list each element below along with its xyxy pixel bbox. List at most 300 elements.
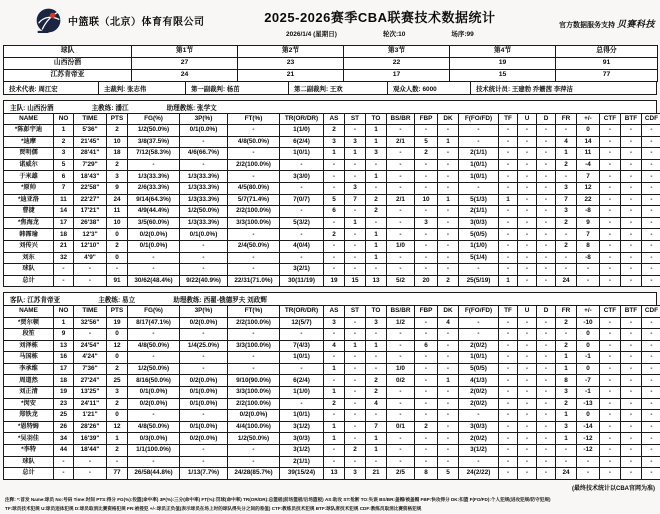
stat-cell: - [366, 264, 387, 276]
stat-cell: 9 [107, 183, 128, 195]
stat-cell: 0/1 [387, 421, 415, 433]
stat-cell: 1/0 [387, 363, 415, 375]
stat-cell: - [345, 229, 366, 241]
stat-cell: - [387, 329, 415, 341]
stat-cell: 1(0/1) [459, 171, 499, 183]
stat-cell: - [499, 363, 518, 375]
stat-cell: 3 [556, 206, 577, 218]
stat-cell: 91 [556, 58, 658, 70]
stat-cell: 郑铁龙 [4, 410, 54, 422]
stat-cell: - [600, 194, 621, 206]
stat-cell: - [600, 264, 621, 276]
column-header: AS [324, 113, 345, 125]
stat-cell: 1 [366, 445, 387, 457]
stat-cell: - [621, 375, 642, 387]
stat-cell: - [459, 125, 499, 137]
stat-cell: 25 [54, 410, 74, 422]
stat-cell: 7 [366, 421, 387, 433]
stat-cell: - [345, 125, 366, 137]
stat-cell: 14 [54, 206, 74, 218]
stat-cell: - [537, 241, 556, 253]
stat-cell: - [621, 410, 642, 422]
column-header: BTF [621, 113, 642, 125]
stat-cell: - [280, 329, 324, 341]
legend-line-1: 注释: *:首发 Name:球员 No:号码 Time:时间 PTS:得分 FG(%):投篮(命中率) 3P(%):三分(命中率) FT(%):罚球(命中率) TR(OR/DR):总篮板(前场篮板/后场篮板) AS:助攻 ST:抢断 TO:失误 BS/BR:盖帽/被盖帽 FBP:快攻得分 DK:扣篮 F(FO/FD):个人犯规(进攻犯规/防守犯规) [5, 496, 631, 505]
stat-cell: 2 [107, 159, 128, 171]
stat-cell: 2 [556, 398, 577, 410]
table-row [4, 58, 658, 70]
stat-cell: - [621, 329, 642, 341]
stat-cell: - [600, 445, 621, 457]
stat-cell: - [621, 229, 642, 241]
column-header: 第2节 [238, 46, 344, 58]
stat-cell: 3/3(100.0%) [228, 340, 280, 352]
stat-cell: - [324, 252, 345, 264]
match-game-no: 场序:99 [451, 29, 473, 38]
stat-cell: - [537, 125, 556, 137]
stat-cell: 2 [556, 241, 577, 253]
stat-cell: - [324, 159, 345, 171]
stat-cell: - [499, 229, 518, 241]
stat-cell: 21 [238, 70, 344, 82]
stat-cell: 8 [415, 468, 438, 480]
stat-cell: 2 [324, 125, 345, 137]
stat-cell: - [621, 363, 642, 375]
stat-cell: - [621, 194, 642, 206]
stat-cell: 1(0/1) [280, 148, 324, 160]
stat-cell: 0 [577, 363, 600, 375]
stat-cell: - [324, 329, 345, 341]
stat-cell: - [459, 329, 499, 341]
stat-cell: - [621, 456, 642, 468]
column-header: D [537, 305, 556, 317]
table-row [4, 329, 660, 341]
stat-cell: 1/2(50.0%) [228, 433, 280, 445]
stat-cell: - [600, 171, 621, 183]
stat-cell: - [600, 421, 621, 433]
stat-cell: - [128, 410, 180, 422]
column-header: AS [324, 305, 345, 317]
stat-cell: - [366, 456, 387, 468]
stat-cell: - [128, 252, 180, 264]
stat-cell: - [642, 252, 660, 264]
stat-cell: - [556, 264, 577, 276]
stat-cell: 3/3(100.0%) [228, 387, 280, 399]
stat-cell: - [280, 398, 324, 410]
stat-cell: - [107, 456, 128, 468]
stat-cell: 24 [107, 194, 128, 206]
stat-cell: - [387, 206, 415, 218]
stat-cell: - [499, 445, 518, 457]
stat-cell: 24/28(85.7%) [228, 468, 280, 480]
stat-cell: 1 [107, 433, 128, 445]
stat-cell: 16'39" [74, 433, 107, 445]
stat-cell: - [621, 136, 642, 148]
stat-cell: 3(0/3) [459, 217, 499, 229]
stat-cell: 1 [54, 125, 74, 137]
stat-cell: *焦海龙 [4, 217, 54, 229]
stat-cell: - [415, 363, 438, 375]
stat-cell: 20 [415, 275, 438, 287]
stat-cell: 0/1(0.0%) [180, 229, 228, 241]
stat-cell: - [438, 329, 459, 341]
stat-cell: 1 [345, 340, 366, 352]
stat-cell: - [387, 433, 415, 445]
stat-cell: - [600, 317, 621, 329]
stat-cell: - [518, 456, 537, 468]
stat-cell: - [74, 264, 107, 276]
column-header: FBP [415, 305, 438, 317]
stat-cell: 周道然 [4, 375, 54, 387]
stat-cell: 3 [556, 387, 577, 399]
stat-cell: 13 [54, 340, 74, 352]
stat-cell: - [345, 410, 366, 422]
stat-cell: - [324, 375, 345, 387]
match-date: 2026/1/4 (星期日) [286, 29, 337, 38]
stat-cell: 6(2/4) [280, 136, 324, 148]
stat-cell: - [415, 329, 438, 341]
stat-cell: *李特 [4, 445, 54, 457]
stat-cell: - [537, 148, 556, 160]
stat-cell: 总计 [4, 275, 54, 287]
stat-cell: 2/2(100.0%) [228, 398, 280, 410]
stat-cell: 10 [107, 136, 128, 148]
stat-cell: - [621, 275, 642, 287]
table-row [4, 456, 660, 468]
stat-cell: - [499, 421, 518, 433]
stat-cell: 14 [577, 136, 600, 148]
stat-cell: - [345, 375, 366, 387]
stat-cell: 2 [54, 136, 74, 148]
stat-cell: - [387, 171, 415, 183]
stat-cell: - [518, 194, 537, 206]
stat-cell: -8 [577, 252, 600, 264]
stat-cell: 18'43" [74, 171, 107, 183]
stat-cell: - [415, 445, 438, 457]
stat-cell: - [537, 275, 556, 287]
stat-cell: - [387, 445, 415, 457]
stat-cell: 5 [415, 136, 438, 148]
stat-cell: 刘东 [4, 252, 54, 264]
stat-cell: 7 [54, 183, 74, 195]
stat-cell: 1/1(100.0%) [128, 445, 180, 457]
statisticians: 技术统计员: 王建勃 乔姗茜 李萍洁 [471, 82, 656, 94]
column-header: CDF [642, 305, 660, 317]
column-header: F(FO/FD) [459, 305, 499, 317]
stat-cell: 3(0/3) [459, 421, 499, 433]
stat-cell: - [621, 183, 642, 195]
stat-cell: - [518, 340, 537, 352]
stat-cell: 7/12(58.3%) [128, 148, 180, 160]
table-row [4, 125, 660, 137]
stat-cell: - [438, 217, 459, 229]
column-header: TO [366, 113, 387, 125]
stat-cell: - [366, 217, 387, 229]
stat-cell: 2 [556, 217, 577, 229]
stat-cell: - [600, 468, 621, 480]
home-team-name: 主队: 山西汾酒 [10, 102, 54, 112]
stat-cell: 9 [577, 217, 600, 229]
stat-cell: 9/22(40.9%) [180, 275, 228, 287]
stat-cell: - [499, 217, 518, 229]
stat-cell: 1 [366, 171, 387, 183]
officials-bar [3, 82, 657, 95]
stat-cell: 2(0/2) [459, 340, 499, 352]
stat-cell: - [537, 410, 556, 422]
column-header: 球队 [4, 46, 132, 58]
stat-cell: - [499, 148, 518, 160]
stat-cell: - [387, 252, 415, 264]
table-row [4, 183, 660, 195]
stat-cell: - [387, 456, 415, 468]
stat-cell: - [621, 206, 642, 218]
stat-cell: 12(5/7) [280, 317, 324, 329]
stat-cell: 2(1/1) [280, 456, 324, 468]
stat-cell: - [415, 433, 438, 445]
stat-cell: - [415, 252, 438, 264]
column-header: FG(%) [128, 305, 180, 317]
stat-cell: - [518, 329, 537, 341]
stat-cell: 1 [324, 148, 345, 160]
stat-cell: - [128, 264, 180, 276]
stat-cell: 5(0/5) [459, 363, 499, 375]
stat-cell: - [518, 387, 537, 399]
stat-cell: - [642, 159, 660, 171]
stat-cell: *闵安 [4, 398, 54, 410]
column-header: FR [556, 305, 577, 317]
column-header: 第4节 [450, 46, 556, 58]
stat-cell: - [438, 229, 459, 241]
stat-cell: 27'24" [74, 375, 107, 387]
stat-cell: - [642, 136, 660, 148]
stat-cell: - [180, 252, 228, 264]
accuracy-note: (最终技术统计以CBA官网为准) [3, 483, 655, 492]
stat-cell: - [642, 433, 660, 445]
stat-cell: - [600, 340, 621, 352]
stat-cell: - [228, 171, 280, 183]
column-header: TR(OR/DR) [280, 113, 324, 125]
stat-cell: 2/1 [387, 136, 415, 148]
stat-cell: 12 [107, 421, 128, 433]
stat-cell: - [415, 352, 438, 364]
stat-cell: *原帅 [4, 183, 54, 195]
stat-cell: 2 [324, 398, 345, 410]
stat-cell: 1/3(33.3%) [180, 194, 228, 206]
stat-cell: 0 [107, 252, 128, 264]
stat-cell: 5 [438, 468, 459, 480]
stat-cell: - [459, 410, 499, 422]
column-header: F(FO/FD) [459, 113, 499, 125]
stat-cell: - [228, 445, 280, 457]
table-row [4, 363, 660, 375]
stat-cell: - [642, 206, 660, 218]
stat-cell: 刘泽栋 [4, 340, 54, 352]
stat-cell: 17 [54, 363, 74, 375]
stat-cell: - [459, 136, 499, 148]
stat-cell: - [387, 183, 415, 195]
stat-cell: - [228, 125, 280, 137]
column-header: 3P(%) [180, 305, 228, 317]
stat-cell: - [228, 456, 280, 468]
stat-cell: - [499, 340, 518, 352]
column-header: BS/BR [387, 305, 415, 317]
stat-cell: 77 [556, 70, 658, 82]
table-row [4, 217, 660, 229]
stat-cell: 3/3(100.0%) [228, 217, 280, 229]
stat-cell: - [438, 340, 459, 352]
stat-cell: 26'38" [74, 217, 107, 229]
stat-cell: - [345, 252, 366, 264]
column-header: U [518, 305, 537, 317]
stat-cell: 13'25" [74, 387, 107, 399]
stats-header-row [4, 113, 660, 125]
stat-cell: 马国栋 [4, 352, 54, 364]
stat-cell: 总计 [4, 468, 54, 480]
stat-cell: 6 [324, 206, 345, 218]
stat-cell: - [621, 264, 642, 276]
stat-cell: - [415, 159, 438, 171]
stat-cell: 15 [345, 275, 366, 287]
stat-cell: 1 [499, 194, 518, 206]
stat-cell: 8 [577, 241, 600, 253]
stat-cell: - [228, 363, 280, 375]
stat-cell: - [556, 329, 577, 341]
stat-cell: - [642, 387, 660, 399]
stat-cell: 1/2(50.0%) [128, 363, 180, 375]
stat-cell: - [415, 171, 438, 183]
stat-cell: 27 [132, 58, 238, 70]
match-round: 轮次:10 [383, 29, 405, 38]
column-header: PTS [107, 305, 128, 317]
stat-cell: - [642, 217, 660, 229]
stat-cell: 1 [556, 148, 577, 160]
stat-cell: 26/58(44.8%) [128, 468, 180, 480]
stat-cell: - [518, 206, 537, 218]
stat-cell: - [345, 264, 366, 276]
stat-cell: - [518, 375, 537, 387]
stat-cell: 1(1/0) [280, 387, 324, 399]
match-info [264, 29, 495, 38]
stat-cell: - [537, 329, 556, 341]
stat-cell: - [415, 410, 438, 422]
stat-cell: 2 [556, 340, 577, 352]
stat-cell: 0 [107, 229, 128, 241]
stat-cell: - [499, 125, 518, 137]
stat-cell: 0/2(0.0%) [180, 317, 228, 329]
stat-cell: - [128, 456, 180, 468]
stat-cell: 3 [54, 148, 74, 160]
stat-cell: - [438, 445, 459, 457]
stat-cell: - [280, 159, 324, 171]
stat-cell: 3(0/3) [280, 433, 324, 445]
stat-cell: - [518, 433, 537, 445]
stat-cell: - [621, 352, 642, 364]
stat-cell: - [600, 410, 621, 422]
stat-cell: - [499, 352, 518, 364]
stat-cell: - [499, 183, 518, 195]
stat-cell: 4(0/4) [280, 241, 324, 253]
stat-cell: -4 [577, 159, 600, 171]
attendance: 观众人数: 6000 [388, 82, 471, 94]
stat-cell: - [499, 206, 518, 218]
stat-cell: 1 [366, 433, 387, 445]
home-team-stats-table [3, 113, 660, 288]
column-header: 3P(%) [180, 113, 228, 125]
stat-cell: - [499, 468, 518, 480]
stat-cell: - [54, 468, 74, 480]
stat-cell: 5/2 [387, 275, 415, 287]
stat-cell: 4'9" [74, 252, 107, 264]
stat-cell: 李承维 [4, 363, 54, 375]
stat-cell: - [499, 317, 518, 329]
stat-cell: - [518, 136, 537, 148]
stat-cell: *迪亚洛 [4, 194, 54, 206]
table-row [4, 194, 660, 206]
stat-cell: 0 [107, 352, 128, 364]
column-header: CTF [600, 305, 621, 317]
stat-cell: - [621, 217, 642, 229]
stat-cell: 19 [324, 275, 345, 287]
stat-cell: 1 [345, 148, 366, 160]
stat-cell: - [556, 171, 577, 183]
stat-cell: 江苏肯帝亚 [4, 70, 132, 82]
stat-cell: 4/4(100.0%) [228, 421, 280, 433]
stat-cell: 0/1(0.0%) [180, 421, 228, 433]
stat-cell: 1 [366, 229, 387, 241]
stat-cell: - [537, 363, 556, 375]
stat-cell: 2(1/1) [459, 148, 499, 160]
stat-cell: 23 [54, 398, 74, 410]
stat-cell: - [600, 456, 621, 468]
stat-cell: - [415, 206, 438, 218]
stat-cell: - [180, 352, 228, 364]
table-row [4, 148, 660, 160]
stat-cell: 91 [107, 275, 128, 287]
column-header: TO [366, 305, 387, 317]
stat-cell: -10 [577, 317, 600, 329]
column-header: NO [54, 113, 74, 125]
stat-cell: - [621, 445, 642, 457]
stat-cell: 段笙 [4, 329, 54, 341]
legend-line-2: TF:球员技术犯规 U:球员违体犯规 D:球员取消比赛资格犯规 FR:被侵犯 +/-:球员正负值(表示球员在场上时的球队得失分之间的差值) CTF:教练员技术犯规 BTF:球队席技术犯规 CDF:教练员取消比赛资格犯规 [5, 505, 631, 514]
stat-cell: - [280, 229, 324, 241]
stat-cell: - [600, 398, 621, 410]
table-row [4, 229, 660, 241]
stat-cell: - [642, 264, 660, 276]
stat-cell: - [600, 387, 621, 399]
stat-cell: 22'27" [74, 194, 107, 206]
stat-cell: 1/2(50.0%) [180, 206, 228, 218]
stat-cell: 球队 [4, 456, 54, 468]
stat-cell: - [438, 410, 459, 422]
away-team-header [3, 292, 657, 305]
stat-cell: - [345, 159, 366, 171]
stat-cell: 2 [107, 445, 128, 457]
stat-cell: 10 [415, 194, 438, 206]
stat-cell: - [518, 183, 537, 195]
column-header: NO [54, 305, 74, 317]
stat-cell: - [642, 421, 660, 433]
sheet-header [5, 7, 655, 41]
stat-cell: 22'58" [74, 183, 107, 195]
stat-cell: 0 [577, 329, 600, 341]
page-title: 2025-2026赛季CBA联赛技术数据统计 [264, 7, 495, 26]
stat-cell: - [537, 468, 556, 480]
stats-header-row [4, 305, 660, 317]
stat-cell: - [537, 456, 556, 468]
stat-cell: - [228, 252, 280, 264]
stat-cell: - [180, 329, 228, 341]
